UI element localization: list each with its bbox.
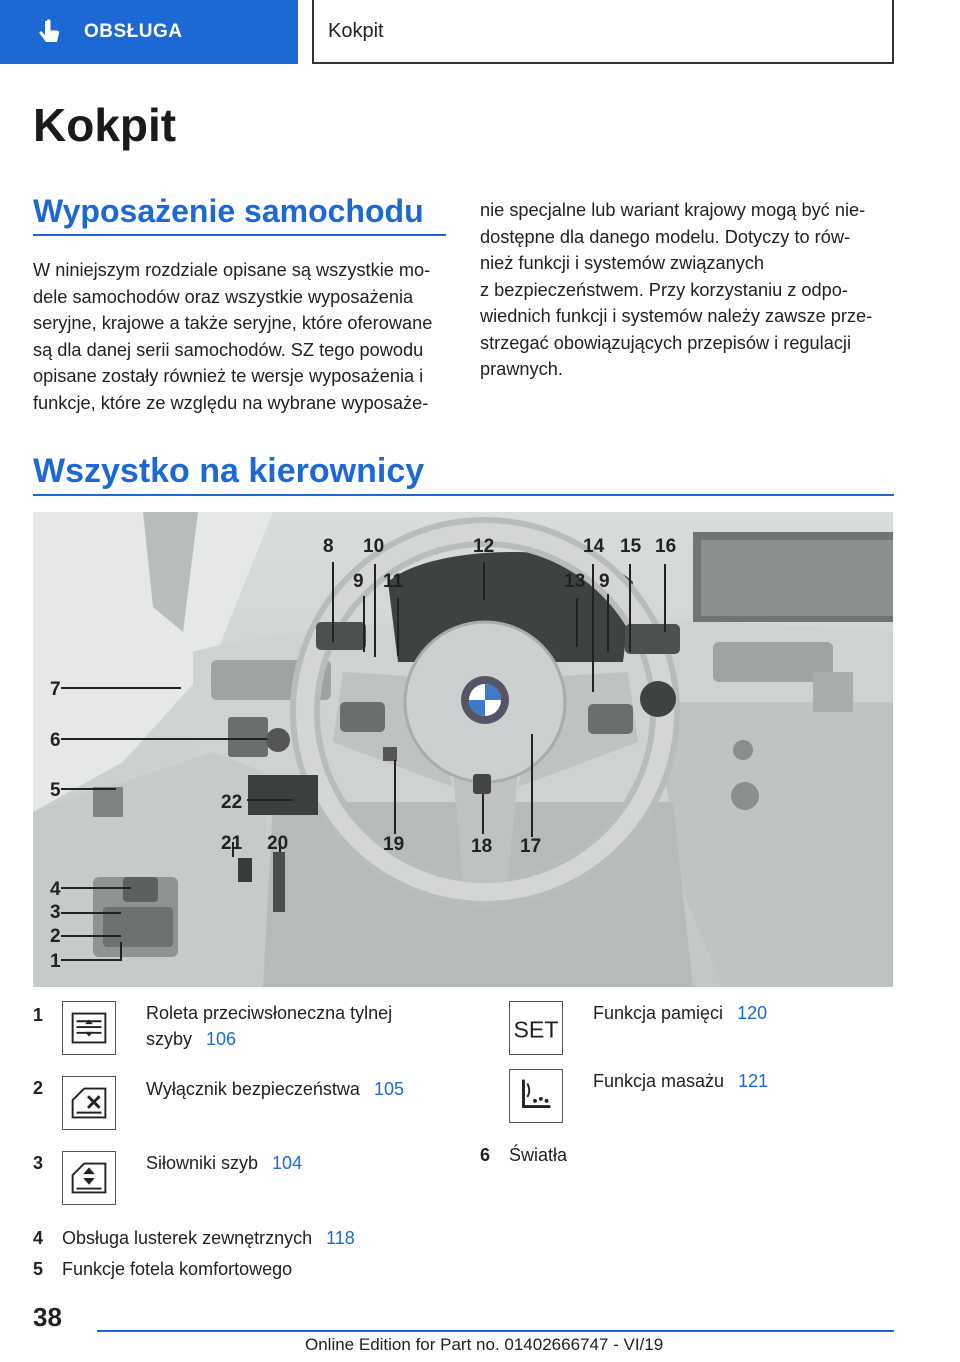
legend-item (146, 1150, 302, 1176)
legend-number: 6 (480, 1145, 491, 1165)
legend-number: 1 (33, 1005, 44, 1025)
callout-label: 7 (50, 679, 61, 700)
footer-rule (97, 1330, 894, 1332)
callout-label: 18 (471, 836, 493, 857)
rear-sunblind-icon (62, 1001, 116, 1055)
page-ref-link[interactable]: 105 (373, 1079, 404, 1099)
callout-label: 12 (473, 536, 495, 557)
callout-label: 15 (620, 536, 642, 557)
callout-label: 6 (50, 730, 61, 751)
legend-item (146, 1000, 436, 1052)
callout-label: 2 (50, 926, 61, 947)
callout-label: 1 (50, 951, 61, 972)
legend-number: 5 (33, 1259, 44, 1279)
set-memory-icon (509, 1001, 563, 1055)
section-tab[interactable] (0, 0, 298, 64)
section-heading-steering: Wszystko na kierownicy (33, 452, 425, 490)
legend-text: Siłowniki szyb (146, 1153, 259, 1173)
callout-label: 13 (564, 571, 586, 592)
callout-label: 5 (50, 780, 61, 801)
page-ref-link[interactable]: 121 (738, 1071, 769, 1091)
callout-label: 17 (520, 836, 542, 857)
section-tab-label: OBSŁUGA (84, 21, 183, 42)
legend-text: Obsługa lusterek zewnętrznych (62, 1228, 313, 1248)
callout-label: 22 (221, 792, 243, 813)
legend-item (62, 1256, 292, 1282)
callout-label: 14 (583, 536, 605, 557)
set-icon-text: SET (513, 1016, 559, 1043)
callout-label: 10 (363, 536, 385, 557)
callout-label: 16 (655, 536, 677, 557)
legend-item (593, 1000, 767, 1026)
legend-text: Światła (509, 1145, 568, 1165)
legend-item (146, 1076, 404, 1102)
callout-label: 8 (323, 536, 334, 557)
intro-text-right: nie specjalne lub wariant krajowy mogą być nie- dostępne dla danego modelu. Dotyczy to rów- nież funkcji i systemów związanych z bezpieczeństwem. Przy korzystaniu z odpo- wiednich funkcji i systemów należy zawsze prze- strzegać obowiązujących przepisów i regulacji prawnych. (480, 200, 873, 379)
section-heading-equipment: Wyposażenie samochodu (33, 193, 424, 229)
callout-label: 3 (50, 902, 61, 923)
legend-number: 4 (33, 1228, 44, 1248)
callout-label: 21 (221, 833, 243, 854)
power-window-icon (62, 1151, 116, 1205)
page-ref-link[interactable]: 118 (326, 1228, 355, 1248)
legend-number: 2 (33, 1078, 44, 1098)
footer-edition-text: Online Edition for Part no. 01402666747 - VI/19 (305, 1335, 664, 1354)
page-title: Kokpit (33, 99, 177, 151)
page-ref-link[interactable]: 120 (737, 1003, 768, 1023)
page-ref-link[interactable]: 106 (206, 1029, 237, 1049)
seat-massage-icon (509, 1069, 563, 1123)
legend-item (62, 1225, 355, 1251)
legend-text: Wyłącznik bezpieczeństwa (146, 1079, 360, 1099)
callout-label: 9 (599, 571, 610, 592)
callout-label: 20 (267, 833, 289, 854)
chapter-label: Kokpit (328, 20, 384, 42)
callout-label: 4 (50, 879, 61, 900)
legend-text: Funkcja pamięci (593, 1003, 724, 1023)
page-ref-link[interactable]: 104 (272, 1153, 303, 1173)
page-number: 38 (33, 1302, 62, 1332)
legend-item (509, 1142, 567, 1168)
heading-rule (33, 234, 446, 236)
cockpit-illustration (33, 512, 893, 987)
chapter-header (312, 0, 894, 64)
callout-label: 11 (383, 571, 404, 592)
intro-text-left: W niniejszym rozdziale opisane są wszystkie mo- dele samochodów oraz wszystkie wyposażenia seryjne, krajowe a także seryjne, które oferowane są dla danej serii samochodów. SZ tego powodu opisane zostały również te wersje wyposażenia i funkcje, które ze względu na wybrane wyposaże- (33, 260, 433, 413)
legend-text: Roleta przeciwsłoneczna tylnej szyby (146, 1003, 393, 1049)
legend-item (593, 1068, 768, 1094)
legend-text: Funkcja masażu (593, 1071, 725, 1091)
legend-text: Funkcje fotela komfortowego (62, 1259, 293, 1279)
safety-switch-icon (62, 1076, 116, 1130)
hand-pointer-icon (36, 19, 64, 47)
heading-rule (33, 494, 894, 496)
callout-label: 19 (383, 834, 405, 855)
callout-label: 9 (353, 571, 364, 592)
legend-number: 3 (33, 1153, 44, 1173)
